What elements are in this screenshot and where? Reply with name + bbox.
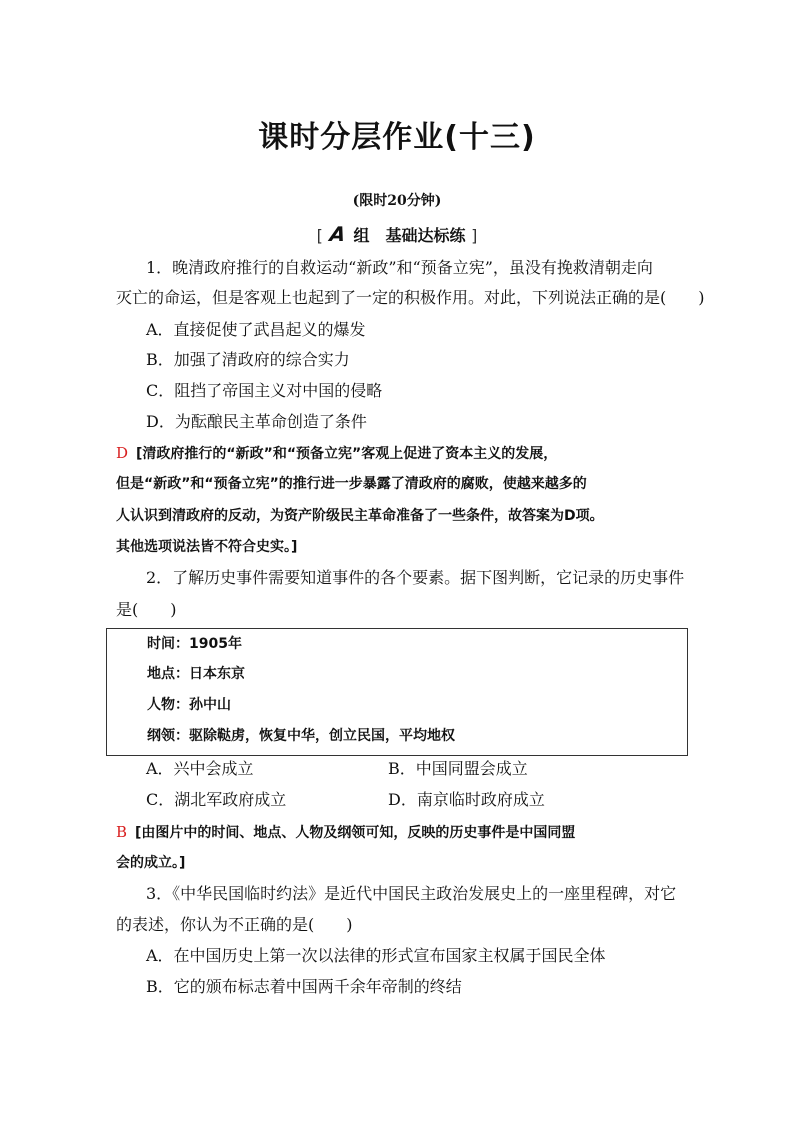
bracket-open: [ bbox=[316, 226, 323, 245]
q2-answer-letter: B bbox=[116, 823, 128, 841]
info-program: 纲领：驱除鞑虏，恢复中华，创立民国，平均地权 bbox=[147, 728, 455, 744]
q1-answer-line4: 其他选项说法皆不符合史实。] bbox=[116, 539, 298, 555]
q1-answer-text1: [清政府推行的“新政”和“预备立宪”客观上促进了资本主义的发展， bbox=[136, 446, 558, 462]
q2-stem-line2: 是( ) bbox=[116, 600, 177, 619]
info-place: 地点：日本东京 bbox=[147, 666, 245, 682]
bracket-close: ] bbox=[471, 226, 478, 245]
q1-option-a: A．直接促使了武昌起义的爆发 bbox=[146, 320, 366, 339]
q1-answer-line3: 人认识到清政府的反动，为资产阶级民主革命准备了一些条件，故答案为D项。 bbox=[116, 508, 604, 524]
q1-option-b: B．加强了清政府的综合实力 bbox=[146, 350, 350, 369]
q1-stem-line2: 灭亡的命运，但是客观上也起到了一定的积极作用。对此，下列说法正确的是( ) bbox=[116, 288, 705, 307]
q1-option-d: D．为酝酿民主革命创造了条件 bbox=[146, 412, 367, 431]
q3-option-a: A．在中国历史上第一次以法律的形式宣布国家主权属于国民全体 bbox=[146, 946, 606, 965]
q1-answer-letter: D bbox=[116, 444, 129, 462]
q2-stem-line1: 2．了解历史事件需要知道事件的各个要素。据下图判断，它记录的历史事件 bbox=[146, 568, 685, 587]
q1-answer-line2: 但是“新政”和“预备立宪”的推行进一步暴露了清政府的腐败，使越来越多的 bbox=[116, 476, 587, 492]
group-letter: A bbox=[328, 222, 348, 246]
time-limit: (限时20分钟) bbox=[352, 193, 442, 209]
q2-option-d: D．南京临时政府成立 bbox=[388, 790, 545, 809]
q3-option-b: B．它的颁布标志着中国两千余年帝制的终结 bbox=[146, 977, 462, 996]
info-person: 人物：孙中山 bbox=[147, 697, 231, 713]
q2-option-a: A．兴中会成立 bbox=[146, 759, 254, 778]
q2-answer-text1: [由图片中的时间、地点、人物及纲领可知，反映的历史事件是中国同盟 bbox=[135, 825, 576, 841]
event-info-box bbox=[106, 628, 688, 756]
q1-option-c: C．阻挡了帝国主义对中国的侵略 bbox=[146, 381, 383, 400]
q1-answer-line1 bbox=[116, 443, 686, 464]
q2-option-b: B．中国同盟会成立 bbox=[388, 759, 528, 778]
q3-stem-line2: 的表述，你认为不正确的是( ) bbox=[116, 915, 353, 934]
info-time: 时间：1905年 bbox=[147, 636, 242, 652]
q2-answer-line2: 会的成立。] bbox=[116, 855, 186, 871]
q1-stem-line1: 1．晚清政府推行的自救运动“新政”和“预备立宪”，虽没有挽救清朝走向 bbox=[146, 258, 653, 277]
page-title: 课时分层作业(十三) bbox=[258, 120, 536, 155]
group-text: 组 基础达标练 bbox=[353, 226, 466, 245]
q2-answer-line1 bbox=[116, 822, 686, 843]
group-label bbox=[0, 222, 794, 246]
q2-option-c: C．湖北军政府成立 bbox=[146, 790, 287, 809]
q3-stem-line1: 3．《中华民国临时约法》是近代中国民主政治发展史上的一座里程碑，对它 bbox=[146, 884, 677, 903]
